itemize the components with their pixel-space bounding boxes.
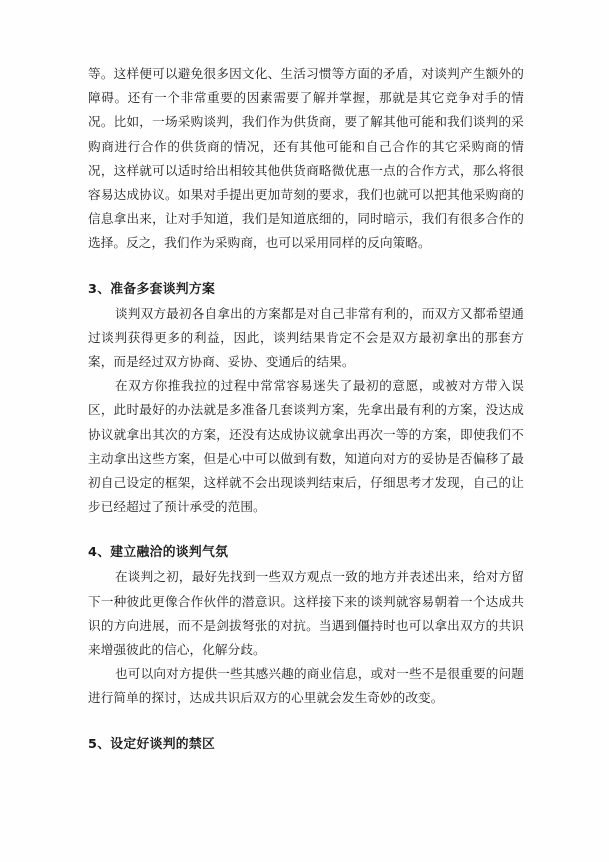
section-heading-3: 3、准备多套谈判方案 (88, 281, 216, 297)
section-gap (88, 256, 524, 278)
document-body (88, 62, 524, 757)
section-3-paragraph-2: 在双方你推我拉的过程中常常容易迷失了最初的意愿，或被对方带入误区，此时最好的办法就是多准备几套谈判方案，先拿出最有利的方案，没达成协议就拿出其次的方案，还没有达成协议就拿出再次一等的方案，即使我们不主动拿出这些方案，但是心中可以做到有数，知道向对方的妥协是否偏移了最初自己设定的框架，这样就不会出现谈判结束后，仔细思考才发现，自己的让步已经超过了预计承受的范围。 (88, 378, 524, 515)
section-gap (88, 711, 524, 733)
section-3-paragraph-1: 谈判双方最初各自拿出的方案都是对自己非常有利的，而双方又都希望通过谈判获得更多的利益，因此，谈判结果肯定不会是双方最初拿出的那套方案，而是经过双方协商、妥协、变通后的结果。 (88, 305, 524, 370)
section-4-paragraph-1: 在谈判之初，最好先找到一些双方观点一致的地方并表述出来，给对方留下一种彼此更像合作伙伴的潜意识。这样接下来的谈判就容易朝着一个达成共识的方向进展，而不是剑拔弩张的对抗。当遇到僵持时也可以拿出双方的共识来增强彼此的信心，化解分歧。 (88, 569, 524, 658)
section-heading-5: 5、设定好谈判的禁区 (88, 736, 216, 752)
section-4-paragraph-2: 也可以向对方提供一些其感兴趣的商业信息，或对一些不是很重要的问题进行简单的探讨，达成共识后双方的心里就会发生奇妙的改变。 (88, 666, 524, 706)
section-gap (88, 519, 524, 541)
section-heading-4: 4、建立融洽的谈判气氛 (88, 545, 229, 561)
intro-paragraph: 等。这样便可以避免很多因文化、生活习惯等方面的矛盾，对谈判产生额外的障碍。还有一个非常重要的因素需要了解并掌握，那就是其它竞争对手的情况。比如，一场采购谈判，我们作为供货商，要了解其他可能和我们谈判的采购商进行合作的供货商的情况，还有其他可能和自己合作的其它采购商的情况，这样就可以适时给出相较其他供货商略微优惠一点的合作方式，那么将很容易达成协议。如果对手提出更加苛刻的要求，我们也就可以把其他采购商的信息拿出来，让对手知道，我们是知道底细的，同时暗示，我们有很多合作的选择。反之，我们作为采购商，也可以采用同样的反向策略。 (88, 66, 524, 251)
